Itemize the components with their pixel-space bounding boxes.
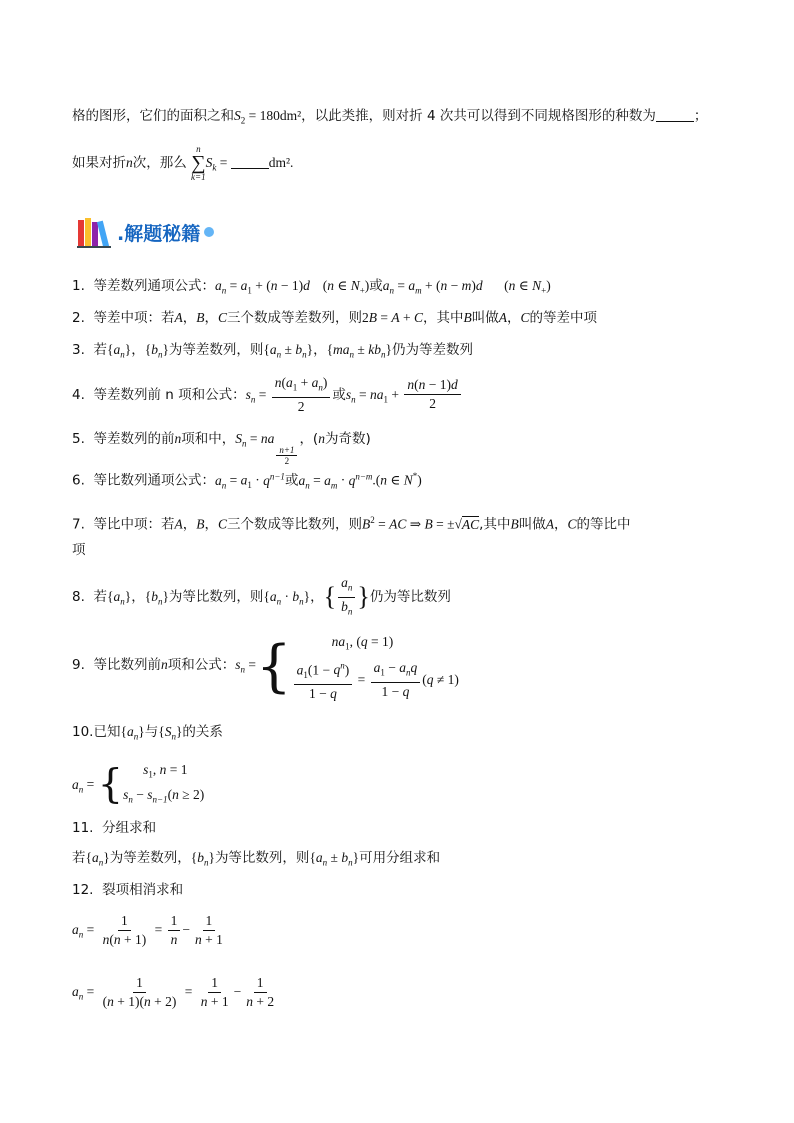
answer-blank-2[interactable]: [231, 154, 269, 169]
intro-line-2: 如果对折n次，那么 n ∑ k=1 $S_k = dm^2$.: [72, 144, 294, 182]
intro-line-1: 格的图形，它们的面积之和$S_2 = 180dm^2$，以此类推，则对折 4 次共可以得到不同规格图形的种数为 ；: [72, 108, 708, 126]
item-9: 9. 等比数列前n项和公式：$s_n$ ={ $na_1$, (q = 1) $\frac{a_1(1 - q^n)}{1 - q}$ = $\frac{a_1 - a_nq}{1 - q}$ (q ≠ 1): [72, 634, 459, 701]
item-12: 12. 裂项相消求和: [72, 882, 184, 898]
item-5: 5. 等差数列的前n项和中，$S_n$ = na $\frac{n+1}{2}$ ，(n为奇数): [72, 431, 371, 466]
section-heading: .解题秘籍: [77, 214, 214, 250]
item-12-formula-2: $a_n$ = $\frac{1}{(n + 1)(n + 2)}$ = $\frac{1}{n + 1}$ − $\frac{1}{n + 2}$: [72, 974, 275, 1009]
item-12-formula-1: $a_n$ = $\frac{1}{n(n + 1)}$ = $\frac{1}{n}$ − $\frac{1}{n + 1}$: [72, 912, 223, 947]
books-icon: [77, 216, 117, 248]
item-11-cont: 若$\{a_n\}$为等差数列，$\{b_n\}$为等比数列，则$\{a_n \pm b_n\}$可用分组求和: [72, 850, 441, 868]
item-7-cont: 项: [72, 542, 86, 558]
item-10-formula: $a_n$ = { $s_1$, n = 1 $s_n - s_{n-1}(n \ge 2)$: [72, 761, 205, 808]
item-11: 11. 分组求和: [72, 820, 157, 836]
item-7: 7. 等比中项：若A，B，C三个数成等比数列，则$B^2$ = AC ⇒ B = ±√AC,其中B叫做A，C的等比中: [72, 515, 631, 533]
item-3: 3. 若$\{a_n\}$，$\{b_n\}$为等差数列，则$\{a_n \pm b_n\}$，$\{ma_n \pm kb_n\}$仍为等差数列: [72, 342, 473, 360]
dot-icon: [204, 227, 214, 237]
item-6: 6. 等比数列通项公式：$a_n = a_1 \cdot q^{n-1}$或$a_n = a_m \cdot q^{n-m}.(n$ ∈ N*): [72, 471, 422, 491]
item-10: 10.已知$\{a_n\}$与$\{S_n\}$的关系: [72, 724, 223, 742]
answer-blank-1[interactable]: [656, 107, 694, 122]
item-4: 4. 等差数列前 n 项和公式：$s_n$ = $\frac{n(a_1 + a_n)}{2}$ 或$s_n = na_1$ + $\frac{n(n - 1)d}{2}$: [72, 374, 463, 420]
sum-symbol: n ∑ k=1: [191, 144, 206, 182]
item-1: 1. 等差数列通项公式：$a_n = a_1 + (n - 1)d$ (n ∈ $N_+$)或$a_n = a_m + (n - m)d$ (n ∈ $N_+$): [72, 278, 551, 296]
item-8: 8. 若$\{a_n\}$，$\{b_n\}$为等比数列，则$\{a_n \cdot b_n\}$，{ $\frac{a_n}{b_n}$ }仍为等比数列: [72, 575, 451, 617]
item-2: 2. 等差中项：若A，B，C三个数成等差数列，则2B = A + C，其中B叫做A，C的等差中项: [72, 310, 598, 326]
